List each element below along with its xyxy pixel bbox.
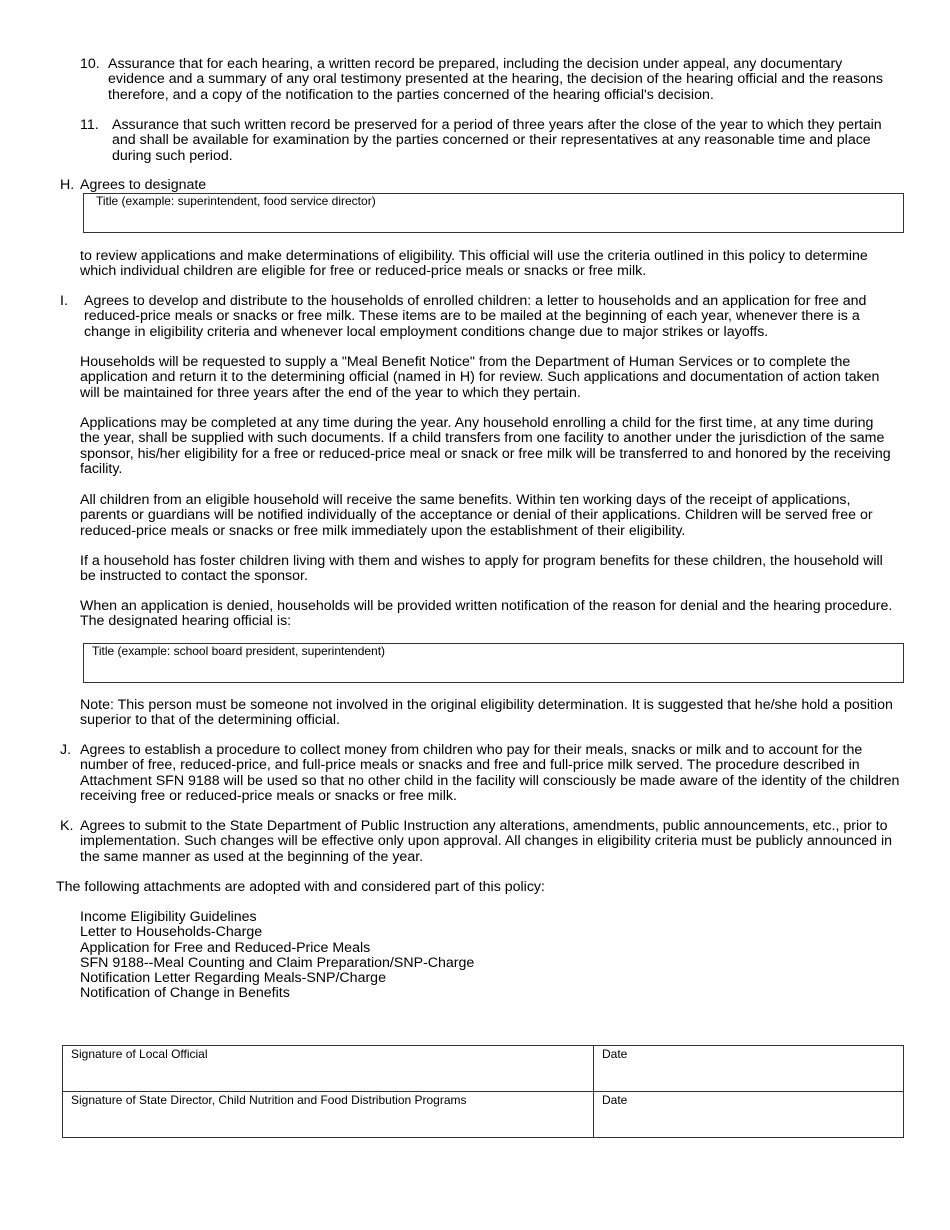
field-label: Title (example: superintendent, food service director) — [96, 194, 376, 208]
attachment-item: Letter to Households-Charge — [80, 924, 263, 941]
attachment-item: Notification of Change in Benefits — [80, 985, 290, 1002]
section-i-paragraph: If a household has foster children living with them and wishes to apply for program benefits for these children, the household will be instructed to contact the sponsor. — [80, 553, 883, 585]
item-number: 10. — [80, 56, 100, 72]
item-number: 11. — [80, 117, 99, 133]
field-label: Date — [602, 1047, 628, 1061]
section-i-text: Agrees to develop and distribute to the households of enrolled children: a letter to households and an application for free and reduced-price meals or snacks or free milk. These items are to be mailed at the beginning of each year, whenever there is a change in eligibility criteria and whenever local employment conditions change due to major strikes or layoffs. — [84, 293, 867, 340]
section-letter: K. — [60, 818, 74, 834]
section-i-paragraph: Applications may be completed at any time during the year. Any household enrolling a child for the first time, at any time during the year, shall be supplied with such documents. If a child transfers from one facility to another under the jurisdiction of the same sponsor, his/her eligibility for a free or reduced-price meal or snack or free milk will be transferred to and honored by the receiving facility. — [80, 415, 891, 477]
section-i-paragraph: When an application is denied, households will be provided written notification of the reason for denial and the hearing procedure. The designated hearing official is: — [80, 598, 893, 630]
state-director-signature-field[interactable] — [63, 1092, 594, 1138]
field-label: Signature of Local Official — [71, 1047, 208, 1061]
section-i-paragraph: All children from an eligible household will receive the same benefits. Within ten working days of the receipt of applications, parents or guardians will be notified individually of the acceptance or denial of their applications. Children will be served free or reduced-price meals or snacks or free milk immediately upon the establishment of their eligibility. — [80, 492, 873, 539]
section-letter: J. — [60, 742, 72, 758]
attachment-item: Notification Letter Regarding Meals-SNP/Charge — [80, 970, 386, 987]
local-official-date-field[interactable] — [594, 1046, 904, 1092]
attachment-item: Application for Free and Reduced-Price Meals — [80, 939, 371, 956]
section-letter: H. — [60, 177, 75, 193]
attachments-intro: The following attachments are adopted with and considered part of this policy: — [56, 879, 545, 895]
hearing-official-title-field[interactable] — [83, 643, 904, 683]
section-i-paragraph: Households will be requested to supply a "Meal Benefit Notice" from the Department of Human Services or to complete the application and return it to the determining official (named in H) for review. Such applications and documentation of action taken will be maintained for three years after the end of the year to which they pertain. — [80, 354, 880, 401]
local-official-signature-field[interactable] — [63, 1046, 594, 1092]
section-k-text: Agrees to submit to the State Department of Public Instruction any alterations, amendments, public announcements, etc., prior to implementation. Such changes will be effective only upon approval. All changes in eligibility criteria must be publicly announced in the same manner as used at the beginning of the year. — [80, 818, 893, 865]
designated-official-title-field[interactable] — [83, 193, 904, 233]
item-10-text: Assurance that for each hearing, a written record be prepared, including the decision under appeal, any documentary evidence and a summary of any oral testimony presented at the hearing, the decision of the hearing official and the reasons therefore, and a copy of the notification to the parties concerned of the hearing official's decision. — [108, 56, 884, 103]
attachment-item: SFN 9188--Meal Counting and Claim Preparation/SNP-Charge — [80, 954, 475, 971]
signature-table — [62, 1045, 904, 1138]
section-letter: I. — [60, 293, 68, 309]
state-director-date-field[interactable] — [594, 1092, 904, 1138]
field-label: Signature of State Director, Child Nutrition and Food Distribution Programs — [71, 1093, 467, 1107]
section-j-text: Agrees to establish a procedure to collect money from children who pay for their meals, snacks or milk and to account for the number of free, reduced-price, and full-price meals or snacks and free and full-price milk served. The procedure described in Attachment SFN 9188 will be used so that no other child in the facility will consciously be made aware of the identity of the children receiving free or reduced-price meals or snacks or free milk. — [80, 742, 900, 804]
section-h-heading: Agrees to designate — [80, 177, 207, 193]
field-label: Date — [602, 1093, 628, 1107]
item-11-text: Assurance that such written record be preserved for a period of three years after the close of the year to which they pertain and shall be available for examination by the parties concerned or their representatives at any reasonable time and place during such period. — [112, 117, 882, 164]
attachment-item: Income Eligibility Guidelines — [80, 909, 257, 925]
section-h-text: to review applications and make determinations of eligibility. This official will use the criteria outlined in this policy to determine which individual children are eligible for free or reduced-price meals or snacks or free milk. — [80, 248, 868, 280]
hearing-official-note: Note: This person must be someone not involved in the original eligibility determination. It is suggested that he/she hold a position superior to that of the determining official. — [80, 697, 893, 729]
attachments-list — [80, 910, 474, 1002]
field-label: Title (example: school board president, superintendent) — [92, 644, 386, 658]
